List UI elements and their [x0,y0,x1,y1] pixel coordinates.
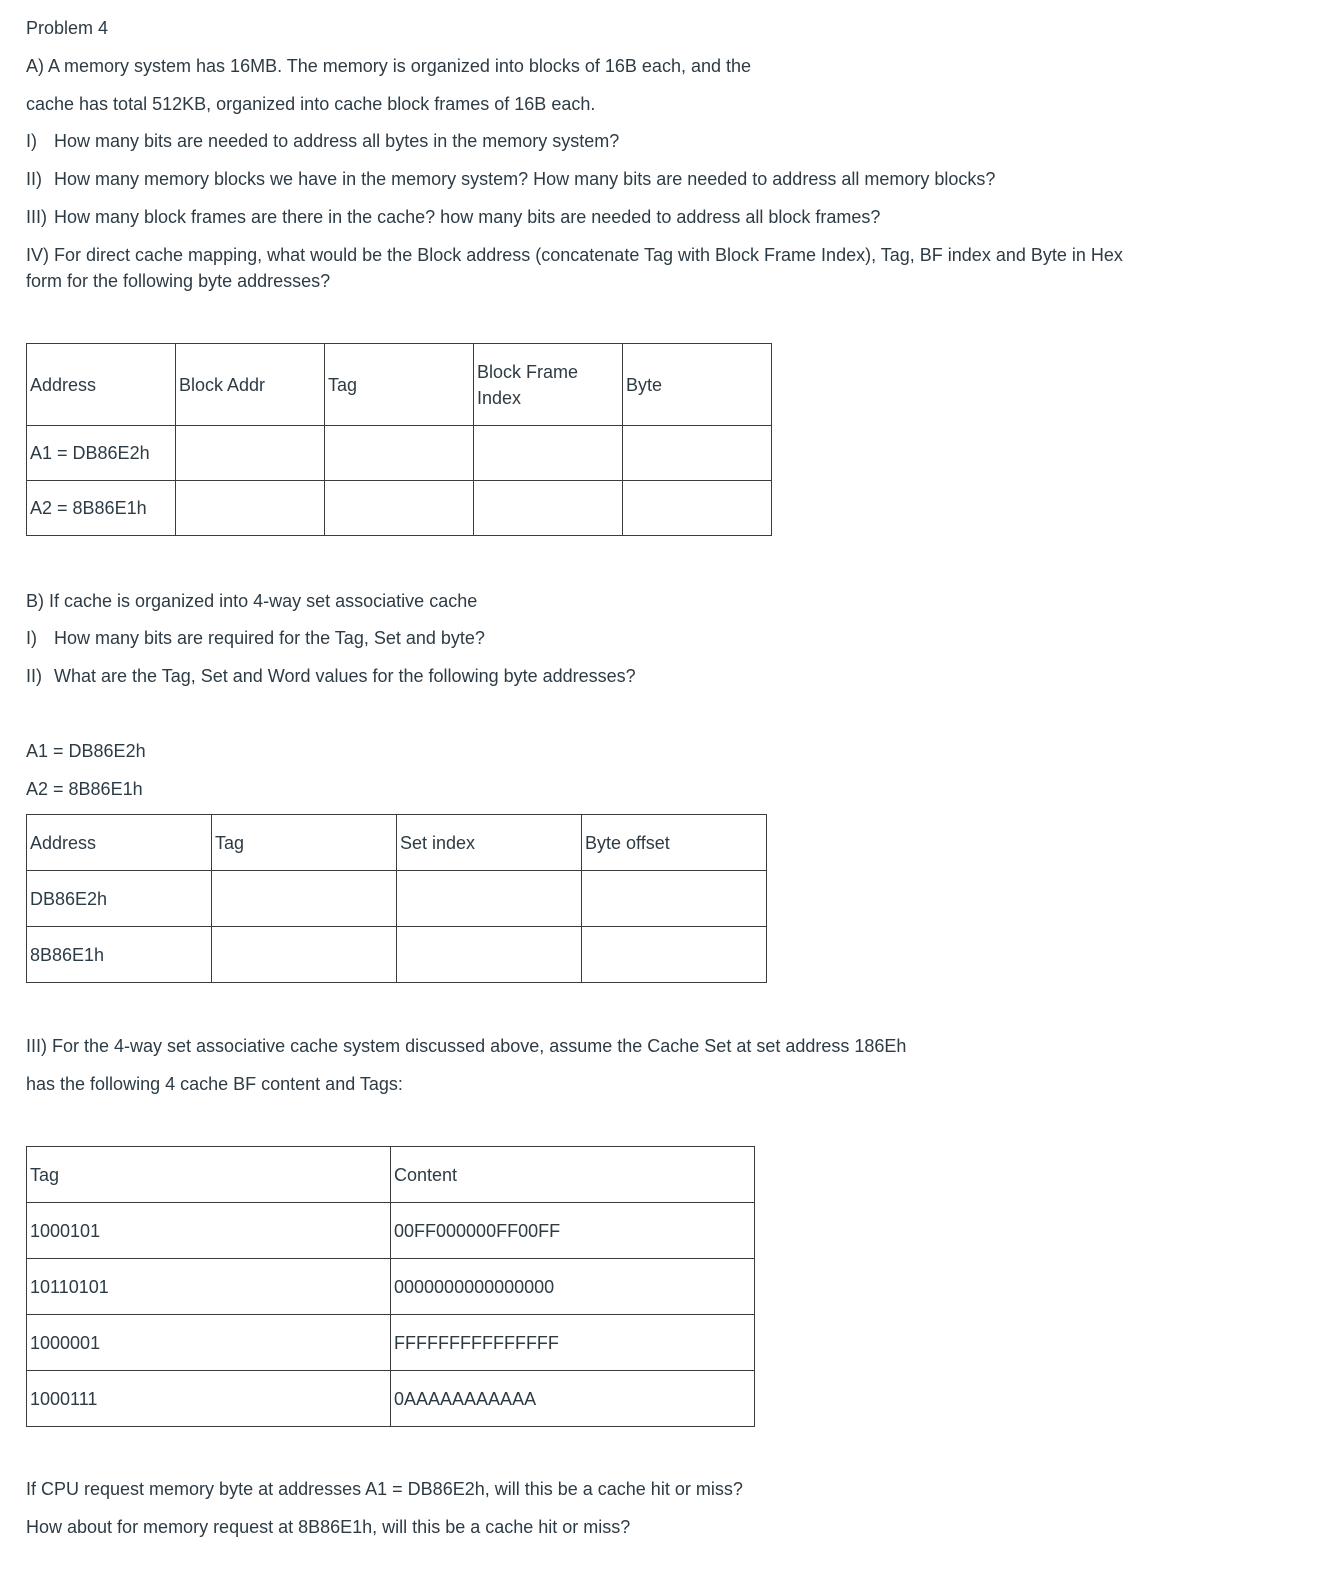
part-a-question-1 [26,128,619,154]
cell-address: DB86E2h [27,871,212,927]
question-number: II) [26,666,42,686]
cell-byte[interactable] [623,481,772,536]
header-content: Content [391,1147,755,1203]
part-a-question-2 [26,166,995,192]
cell-set-index[interactable] [397,871,582,927]
header-address: Address [27,344,176,426]
question-number: I) [26,628,37,648]
table-row [27,871,767,927]
cell-content: 0000000000000000 [391,1259,755,1315]
question-number: II) [26,169,42,189]
cell-block-frame-index[interactable] [474,426,623,481]
table-header-row [27,1147,755,1203]
part-b-question-3-line2: has the following 4 cache BF content and Tags: [26,1074,403,1094]
part-a-question-3 [26,204,880,230]
question-text: How many block frames are there in the cache? how many bits are needed to address all block frames? [54,207,881,227]
cell-byte-offset[interactable] [582,927,767,983]
cell-content: 00FF000000FF00FF [391,1203,755,1259]
cell-address: 8B86E1h [27,927,212,983]
table-row [27,1259,755,1315]
cell-tag: 1000101 [27,1203,391,1259]
header-block-frame-index: Block Frame Index [474,344,623,426]
table-header-row [27,815,767,871]
cell-content: 0AAAAAAAAAAA [391,1371,755,1427]
cell-block-frame-index[interactable] [474,481,623,536]
part-a-question-4: IV) For direct cache mapping, what would be the Block address (concatenate Tag with Block Frame Index), Tag, BF index and Byte in Hex form for the following byte addresses? [26,245,1123,291]
question-text: How many bits are required for the Tag, Set and byte? [54,628,485,648]
cell-address: A1 = DB86E2h [27,426,176,481]
cache-set-table [26,1146,755,1427]
cell-content: FFFFFFFFFFFFFFF [391,1315,755,1371]
part-a-intro-line1: A) A memory system has 16MB. The memory is organized into blocks of 16B each, and the [26,56,752,76]
question-text: How many bits are needed to address all bytes in the memory system? [54,131,620,151]
part-b-question-3-line1: III) For the 4-way set associative cache system discussed above, assume the Cache Set at set address 186Eh [26,1036,907,1056]
problem-title: Problem 4 [26,18,109,38]
address-a2: A2 = 8B86E1h [26,779,143,799]
part-b-question-2 [26,663,636,689]
final-question-1: If CPU request memory byte at addresses A1 = DB86E2h, will this be a cache hit or miss? [26,1479,743,1499]
cell-byte[interactable] [623,426,772,481]
cell-set-index[interactable] [397,927,582,983]
table-row [27,481,772,536]
question-text: What are the Tag, Set and Word values for the following byte addresses? [54,666,636,686]
header-address: Address [27,815,212,871]
table-row [27,1315,755,1371]
table-row [27,1371,755,1427]
header-tag: Tag [325,344,474,426]
part-a-intro-line2: cache has total 512KB, organized into cache block frames of 16B each. [26,94,596,114]
cell-tag[interactable] [212,927,397,983]
header-tag: Tag [212,815,397,871]
set-associative-table [26,814,767,983]
cell-tag[interactable] [212,871,397,927]
table-row [27,426,772,481]
header-byte: Byte [623,344,772,426]
cell-tag: 10110101 [27,1259,391,1315]
cell-tag: 1000111 [27,1371,391,1427]
header-set-index: Set index [397,815,582,871]
cell-tag[interactable] [325,426,474,481]
cell-byte-offset[interactable] [582,871,767,927]
cell-block-addr[interactable] [176,481,325,536]
cell-tag: 1000001 [27,1315,391,1371]
header-byte-offset: Byte offset [582,815,767,871]
header-tag: Tag [27,1147,391,1203]
question-number: I) [26,131,37,151]
cell-address: A2 = 8B86E1h [27,481,176,536]
question-text: How many memory blocks we have in the memory system? How many bits are needed to address all memory blocks? [54,169,996,189]
table-row [27,1203,755,1259]
address-a1: A1 = DB86E2h [26,741,146,761]
part-b-intro: B) If cache is organized into 4-way set associative cache [26,591,478,611]
cell-block-addr[interactable] [176,426,325,481]
part-b-question-1 [26,625,485,651]
table-header-row [27,344,772,426]
table-row [27,927,767,983]
question-number: III) [26,207,47,227]
cell-tag[interactable] [325,481,474,536]
direct-mapping-table [26,343,772,536]
final-question-2: How about for memory request at 8B86E1h, will this be a cache hit or miss? [26,1517,631,1537]
header-block-addr: Block Addr [176,344,325,426]
